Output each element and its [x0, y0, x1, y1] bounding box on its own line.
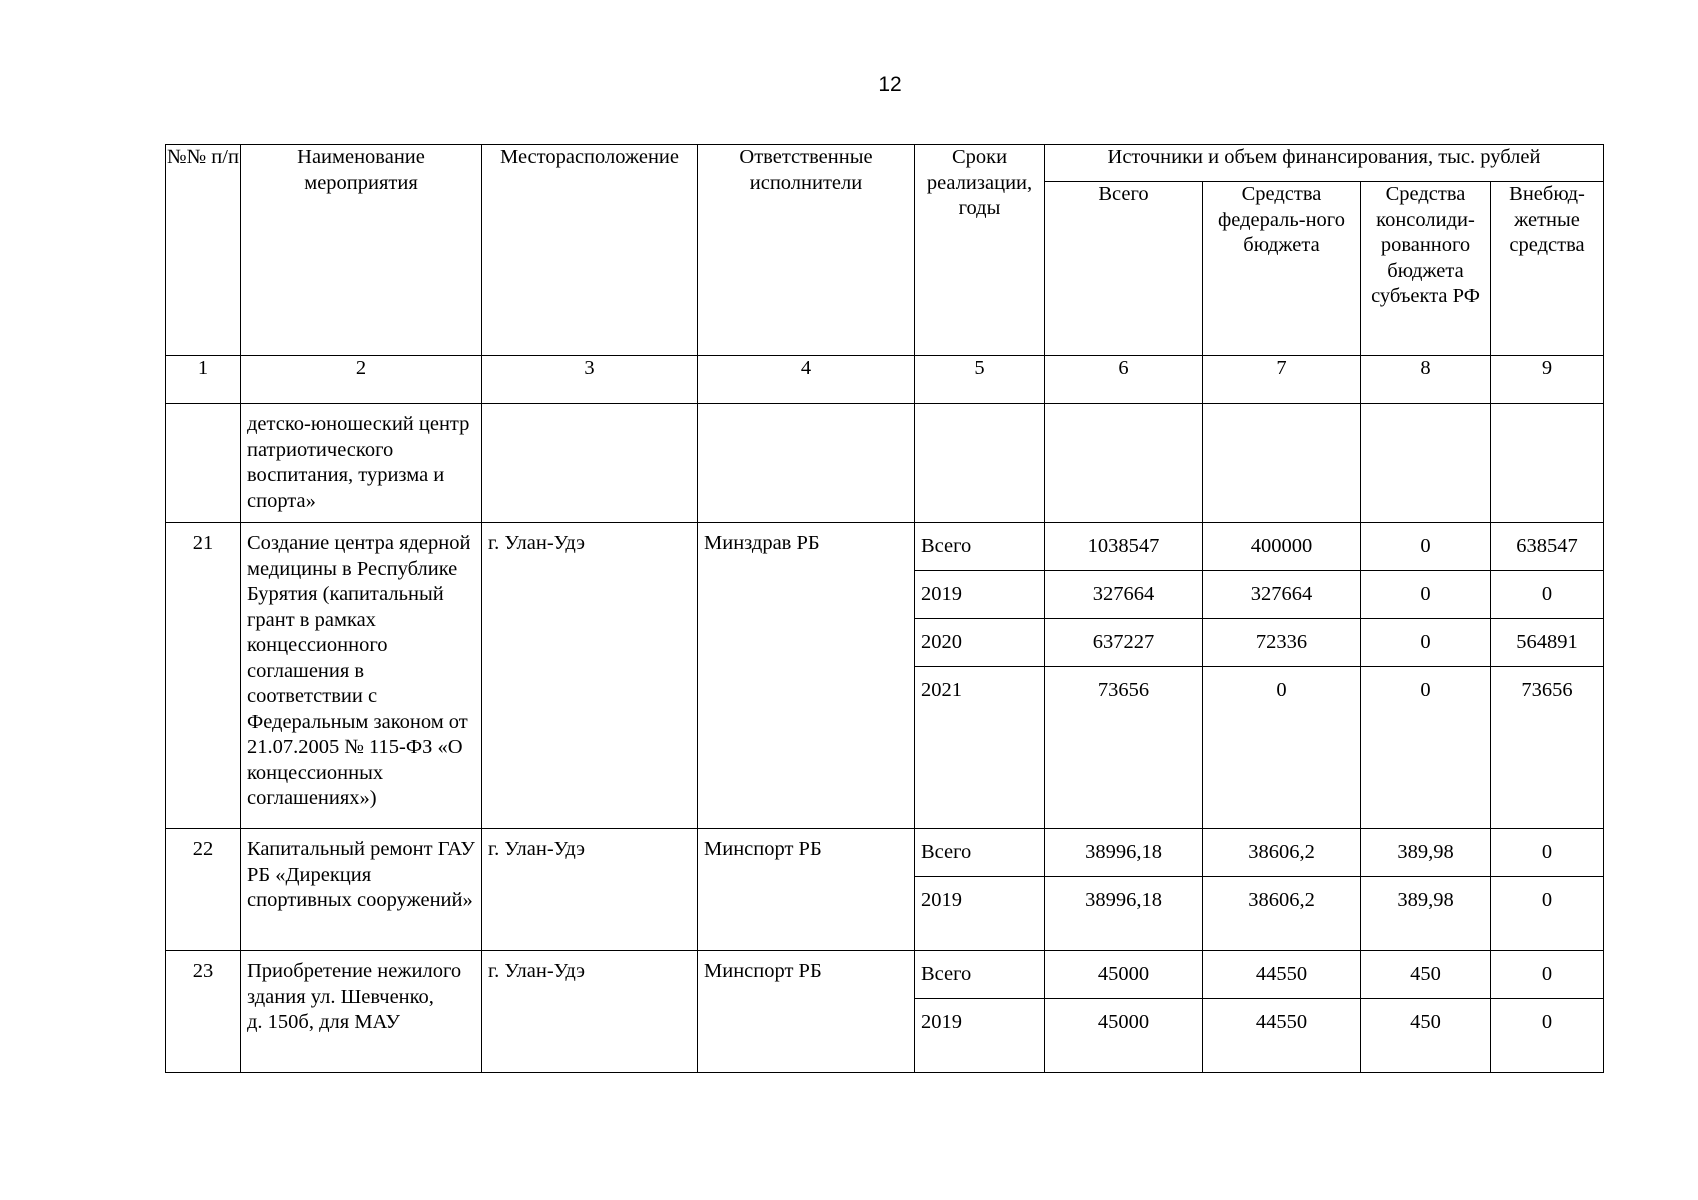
- header-terms: Сроки реализации, годы: [915, 145, 1045, 356]
- column-number: 6: [1045, 356, 1203, 404]
- header-row: [166, 145, 1604, 182]
- header-extrabudget: Внебюд-жетные средства: [1491, 182, 1604, 356]
- row-federal: 72336: [1203, 619, 1361, 667]
- row-consolidated: 389,98: [1361, 877, 1491, 951]
- row-term: 2020: [915, 619, 1045, 667]
- page-number: 12: [878, 73, 902, 96]
- header-financing: Источники и объем финансирования, тыс. рублей: [1045, 145, 1604, 182]
- continuation-responsible: [698, 404, 915, 523]
- row-extrabudget: 0: [1491, 829, 1604, 877]
- row-consolidated: 450: [1361, 951, 1491, 999]
- column-number: 1: [166, 356, 241, 404]
- row-term: Всего: [915, 829, 1045, 877]
- row-number: 21: [166, 523, 241, 829]
- column-number: 4: [698, 356, 915, 404]
- row-total: 38996,18: [1045, 877, 1203, 951]
- column-number: 7: [1203, 356, 1361, 404]
- row-responsible: Минздрав РБ: [698, 523, 915, 829]
- row-term: 2019: [915, 571, 1045, 619]
- header-consolidated: Средства консолиди-рованного бюджета субъекта РФ: [1361, 182, 1491, 356]
- row-location: г. Улан-Удэ: [482, 523, 698, 829]
- row-term: 2019: [915, 877, 1045, 951]
- row-extrabudget: 0: [1491, 951, 1604, 999]
- column-numbers-row: [166, 356, 1604, 404]
- row-name-line1: Приобретение нежилого здания ул. Шевченко,: [247, 960, 462, 1008]
- header-name: Наименование мероприятия: [241, 145, 482, 356]
- header-total: Всего: [1045, 182, 1203, 356]
- row-extrabudget: 73656: [1491, 667, 1604, 829]
- row-extrabudget: 0: [1491, 877, 1604, 951]
- row-term: Всего: [915, 523, 1045, 571]
- row-extrabudget: 564891: [1491, 619, 1604, 667]
- row-federal: 0: [1203, 667, 1361, 829]
- row-extrabudget: 0: [1491, 571, 1604, 619]
- continuation-location: [482, 404, 698, 523]
- table-row: [166, 523, 1604, 571]
- continuation-federal: [1203, 404, 1361, 523]
- row-location: г. Улан-Удэ: [482, 951, 698, 1073]
- row-consolidated: 450: [1361, 999, 1491, 1073]
- row-total: 45000: [1045, 999, 1203, 1073]
- continuation-total: [1045, 404, 1203, 523]
- continuation-terms: [915, 404, 1045, 523]
- row-federal: 38606,2: [1203, 829, 1361, 877]
- continuation-row: [166, 404, 1604, 523]
- row-name: Капитальный ремонт ГАУ РБ «Дирекция спортивных сооружений»: [241, 829, 482, 951]
- column-number: 3: [482, 356, 698, 404]
- row-name-line2: д. 150б, для МАУ: [247, 1011, 401, 1033]
- row-federal: 327664: [1203, 571, 1361, 619]
- row-extrabudget: 0: [1491, 999, 1604, 1073]
- row-location: г. Улан-Удэ: [482, 829, 698, 951]
- header-num: №№ п/п: [166, 145, 241, 356]
- header-responsible: Ответственные исполнители: [698, 145, 915, 356]
- row-consolidated: 0: [1361, 619, 1491, 667]
- row-consolidated: 389,98: [1361, 829, 1491, 877]
- row-federal: 44550: [1203, 951, 1361, 999]
- header-location: Месторасположение: [482, 145, 698, 356]
- row-number: 23: [166, 951, 241, 1073]
- row-responsible: Минспорт РБ: [698, 951, 915, 1073]
- column-number: 2: [241, 356, 482, 404]
- row-total: 38996,18: [1045, 829, 1203, 877]
- row-extrabudget: 638547: [1491, 523, 1604, 571]
- row-name: Создание центра ядерной медицины в Республике Бурятия (капитальный грант в рамках концессионного соглашения в соответствии с Федеральным законом от 21.07.2005 № 115-ФЗ «О концессионных соглашениях»): [241, 523, 482, 829]
- table-row: [166, 829, 1604, 877]
- table-row: [166, 951, 1604, 999]
- row-federal: 400000: [1203, 523, 1361, 571]
- row-total: 1038547: [1045, 523, 1203, 571]
- continuation-name: детско-юношеский центр патриотического воспитания, туризма и спорта»: [241, 404, 482, 523]
- row-federal: 44550: [1203, 999, 1361, 1073]
- row-consolidated: 0: [1361, 571, 1491, 619]
- row-responsible: Минспорт РБ: [698, 829, 915, 951]
- column-number: 9: [1491, 356, 1604, 404]
- row-consolidated: 0: [1361, 667, 1491, 829]
- continuation-num: [166, 404, 241, 523]
- row-term: Всего: [915, 951, 1045, 999]
- row-number: 22: [166, 829, 241, 951]
- column-number: 8: [1361, 356, 1491, 404]
- row-term: 2019: [915, 999, 1045, 1073]
- row-name: [241, 951, 482, 1073]
- continuation-extrabudget: [1491, 404, 1604, 523]
- row-total: 327664: [1045, 571, 1203, 619]
- continuation-consolidated: [1361, 404, 1491, 523]
- row-consolidated: 0: [1361, 523, 1491, 571]
- column-number: 5: [915, 356, 1045, 404]
- row-total: 45000: [1045, 951, 1203, 999]
- financing-table: [165, 144, 1604, 1073]
- row-term: 2021: [915, 667, 1045, 829]
- row-total: 73656: [1045, 667, 1203, 829]
- header-federal: Средства федераль-ного бюджета: [1203, 182, 1361, 356]
- row-total: 637227: [1045, 619, 1203, 667]
- row-federal: 38606,2: [1203, 877, 1361, 951]
